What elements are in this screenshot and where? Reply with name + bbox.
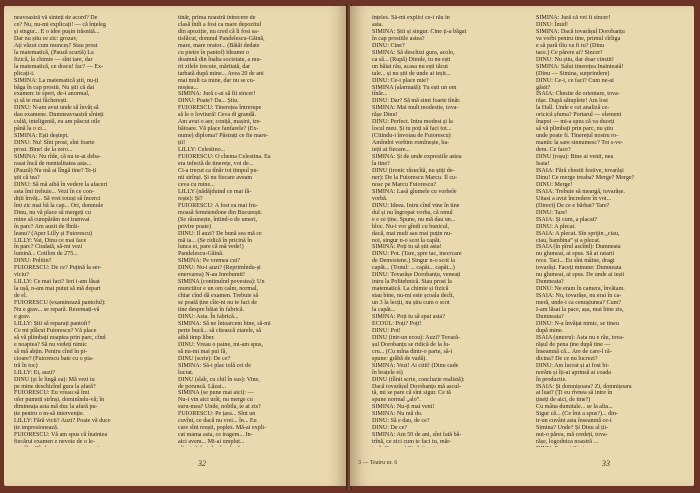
text-line: LILLY: Vai, Dinu ce mai face: [14, 237, 87, 244]
text-line: DINU: A plecat.: [536, 223, 576, 230]
text-line: Cu mâna dumitale... se la alta...: [536, 404, 613, 411]
text-line: DINU: Pot. (Tare, șpre tac, inecrcare: [372, 251, 462, 258]
left-page: [4, 6, 348, 486]
text-line: bătoare. Vă place fanfarele? (Ex-: [178, 126, 259, 133]
text-line: lucrat.: [178, 369, 194, 376]
text-line: Ci-a trecut ca tînăr tot timpul pu-: [178, 167, 259, 174]
text-line: și singur... E o idee pușin trăsnită...: [14, 28, 100, 35]
text-line: DINU: Politin?: [14, 258, 52, 265]
text-line: un băiat rău, acasa nu ești tăcut: [372, 63, 448, 70]
right-page-column-2: [536, 15, 684, 447]
text-line: ca să... (Rupă) Dinule, tu nu ești: [372, 56, 451, 63]
text-line: nii strînși. Și nu fiecare aveam: [178, 174, 253, 181]
text-line: să mă abțin. Pentru cînd în pi-: [14, 348, 88, 355]
text-line: DINU: De ce?: [372, 425, 408, 432]
text-line: spune normal „alo”.: [372, 397, 421, 404]
text-line: aibă timp liber.: [178, 334, 215, 341]
text-line: dul și nu îngropat vorba, că omul: [372, 209, 453, 216]
text-line: leanu? (Aper Lilly și Fuiorescu): [14, 230, 93, 237]
text-line: Uitasi a avut încredere în voi...: [536, 195, 612, 202]
text-line: SIMINA: Am 50 de ani, sînt fată bă-: [372, 432, 462, 439]
text-line: în cap prostiile astea?: [372, 35, 425, 42]
text-line: SIMINA: La matematică știi, nu-ți: [14, 77, 99, 84]
text-line: Am avut o aer, coniță, mașini, tre-: [178, 119, 262, 126]
text-line: SIMINA: Poți tu să spui asta?: [372, 313, 445, 320]
text-line: DINU (slab, cu chil în sus): Vine,: [178, 376, 260, 383]
text-line: ECOUL: Poți? Poți!: [372, 320, 422, 327]
text-line: SIMINA: Și de unde expresiile astea: [372, 154, 462, 161]
text-line: noi, singur n-o scot la capăt.: [372, 237, 441, 244]
text-line: SIMINA: Lasă glumele cu vorbele: [372, 188, 457, 195]
text-line: DINU (scrie): De ce?: [178, 355, 231, 362]
text-line: pe mine deschizînd gura la afară?: [14, 383, 96, 390]
text-line: cultă, inteligentă, eu am păscut oile: [14, 119, 101, 126]
text-line: noștea...: [178, 84, 199, 91]
text-line: chiar cînd dă examen. Trebuie să: [178, 293, 259, 300]
text-line: cru... (Cu mîna dintr-o parte, să-i: [372, 348, 453, 355]
text-line: e să pară tîiu va fi tu? (Dinu: [536, 42, 605, 49]
text-line: SIMINA: Salut tinerețea Inainteată!: [536, 63, 624, 70]
text-line: DINU: Am lucrat și ai fost bi-: [536, 362, 610, 369]
right-page-number: 33: [602, 459, 610, 468]
text-line: suru-mea? Unde, nobila, te ai zis?: [178, 404, 261, 411]
text-line: SIMINA: Pe vremea cui?: [178, 258, 241, 265]
text-line: Dinu, nu vă place să mergeți cu: [14, 209, 91, 216]
text-line: Nu-i vin aici urât, nu merge cu: [178, 397, 253, 404]
text-line: rășe, logodnica noastră ...: [536, 439, 599, 446]
text-line: din apoziție, nu cred că îi fost sa-: [178, 28, 259, 35]
text-line: DINU: Ideea. Intru cînd vine în tine: [372, 202, 460, 209]
text-line: se poată ține cîte-ni nu te faci de: [178, 300, 258, 307]
text-line: nut-o părea, mă credeți, tova-: [536, 432, 608, 439]
text-line: plicați-i.: [14, 70, 35, 77]
text-line: DINU (ironic răsucîtă, nu știți de-: [372, 167, 455, 174]
text-line: intru la Politehnică. Stau prost la: [372, 279, 452, 286]
text-line: SIMINA: Nu-ți mai veni!: [372, 404, 435, 411]
text-line: e noaptea? Să nu vedeți nimic: [14, 341, 87, 348]
text-line: Dacă tovarășul Dorobanțu mă ascul-: [372, 383, 462, 390]
text-line: Ați văzut cum munceș? Stau prost: [14, 42, 98, 49]
text-line: ISAIA (în pîrul ascînd): Dumneata: [536, 244, 621, 251]
text-line: [178, 446, 326, 447]
text-line: neavoastră vă sînteți de acord? De: [14, 15, 98, 21]
text-line: ce? Nu, nu-mi explicați! — că înțeleg: [14, 21, 106, 28]
text-line: lumină... Cotilon de 275...: [14, 251, 78, 258]
text-line: DINU (tîlnit scrie, concluzie realistă):: [372, 376, 465, 383]
text-line: cuvînt, ce dacă nu vrei... în... Eu: [178, 418, 257, 425]
text-line: rit zilele trecute, măritată, dar: [178, 63, 251, 70]
text-line: DINU: Tare!: [536, 209, 568, 216]
text-line: tisfăcut, domnul Pandelescu-Găină,: [178, 35, 265, 42]
text-line: ISAIA: Nu, tovarășe, nu erai în ca-: [536, 293, 622, 300]
text-line: asta.: [372, 21, 383, 28]
text-line: să vă plimbați noaptea prin parc, cînd: [14, 334, 106, 341]
text-line: tine despre băiat în fabrică.: [178, 307, 245, 314]
text-line: rece. Taci... Eu sînt mâine, dragi: [536, 258, 615, 265]
text-line: cu pietre în pantof) Ideamn o: [178, 49, 249, 56]
text-line: rășe Dinu!: [372, 112, 398, 119]
text-line: DINU (și le lingă ea): Mă vezi tu: [14, 376, 95, 383]
text-line: LILLY: Fără vicii? Auzi? Poate vă duce: [14, 418, 111, 425]
text-line: SIMINA: Dacă tovarășul Dorobanțu: [536, 28, 625, 35]
text-line: SIMINA: Nu rîde, că nu te-ai deba-: [14, 154, 101, 161]
text-line: mine să cumpărăm noi tramvai: [14, 216, 90, 223]
text-line: Simina? Unde? Și Dinu al ții-: [536, 425, 609, 432]
text-line: SIMINA: Nu mă do.: [372, 411, 423, 418]
text-line: DINU (intr-un ecou): Auzi? Tovară-: [372, 334, 461, 341]
text-line: SIMINA: Să-i plac tolă cei de: [178, 362, 251, 369]
text-line: SIMINA: Să deschizi gura, acolo,: [372, 49, 455, 56]
text-line: SIMINA (continuînd povestea): Un: [178, 279, 265, 286]
text-line: tînăr...: [372, 91, 388, 98]
text-line: munctitor e un om calm, normal,: [178, 286, 259, 293]
text-line: ceva cu mine...: [178, 181, 215, 188]
text-line: ISAIA: Și domnișoara? Zi, domnișoara: [536, 383, 632, 390]
text-line: tr-un cuvânt asta înseamnă ce-i: [536, 418, 612, 425]
text-line: tarbată după mine... Avea 20 de ani: [178, 70, 264, 77]
text-line: Isaia!: [536, 161, 550, 168]
text-line: FUIORESCU: A fost ea mai fru-: [178, 202, 258, 209]
text-line: SIMINA: Ești deștept.: [14, 133, 69, 140]
text-line: băga în cap prostii. Nu știi că dai: [14, 84, 95, 91]
text-line: DINU: Il auzi? De bună sea mă ce: [178, 230, 262, 237]
text-line: un 3 la lecții, nu știu cum o scot: [372, 300, 450, 307]
text-line: SIMINA: Mai mult modestie, tova-: [372, 105, 459, 112]
left-page-number: 32: [198, 459, 206, 468]
text-line: viciu?: [14, 272, 29, 279]
text-line: tovarăși. Faceți minune: Dumneata: [536, 265, 622, 272]
text-line: ai luat? (Ți eu rîvnea să intre în: [536, 390, 613, 397]
text-line: SIMINA: Vezi! Ai citit! (Dinu cade: [372, 362, 459, 369]
text-line: ție pentru o m-să intervenție.: [14, 411, 85, 418]
text-line: dimineața asta mă duc la afară pu-: [14, 404, 98, 411]
text-line: ieții ai fiecare...: [372, 147, 411, 154]
text-line: DINU: Ne eram în camera, învătam.: [536, 286, 625, 293]
right-page-footer-note: 3 — Teatru nr. 6: [358, 460, 398, 466]
text-line: asta îmi trebuie... Vezi în ce con-: [14, 188, 94, 195]
text-line: mare, mare orator... (Bătăi dedate: [178, 42, 260, 49]
text-line: la tine?: [372, 161, 390, 168]
text-line: Sigur că... (Ce îmi a spus?)... din-: [536, 411, 618, 418]
text-line: lunca ei, pare că mă vede!): [178, 244, 244, 251]
text-line: [536, 446, 684, 447]
text-line: FUIORESCU: De ce? Puțină la ser-: [14, 265, 102, 272]
text-line: fiecărui examen e nevoie de o le-: [14, 439, 95, 446]
text-line: nu glumeai, ai spus. De unde ai ieșit: [536, 272, 625, 279]
text-line: tale... și nu știi de unde ai ieșit...: [372, 70, 451, 77]
text-line: în parc? Ciudată, să-mi vezi: [14, 244, 83, 251]
text-line: I-am lăsat la pace, așa, mai bine zis,: [536, 307, 624, 314]
text-line: bloc. Nu-i vor gîndi cu bunicul,: [372, 223, 450, 230]
text-line: DINU: Perfect. Intra modest și la: [372, 119, 453, 126]
text-line: înțeles. Să-mi explici ce-i rău în: [372, 15, 450, 21]
text-line: mai mult ca mine, dar nu se cu-: [178, 77, 255, 84]
text-line: mantic la sare sinnumesc? Tot s-ve-: [536, 140, 623, 147]
text-line: în productie.: [536, 376, 567, 383]
text-line: DINU: Îmid!: [536, 21, 568, 28]
text-line: de poruncă. Lăzat...: [178, 383, 227, 390]
text-line: capăt... (Tonul: ... capăt... capăt...): [372, 265, 455, 272]
text-line: SIMINA (se pune mai aici): —: [178, 390, 254, 397]
text-line: dau examene. Dumneavoastră sînteți: [14, 112, 104, 119]
text-line: stau bine, nu-mi este școala decît,: [372, 293, 455, 300]
text-line: DINU: Cine?: [372, 42, 405, 49]
text-line: DINU: Vreau o paine, mi-am spus,: [178, 341, 263, 348]
text-line: norăm și îți-ai aprinsă ai coada: [536, 369, 611, 376]
text-line: DINU: Nu-i auzi? (Reprimîndu-și: [178, 265, 261, 272]
text-line: [14, 446, 162, 447]
text-line: nosc pe Marcu Fuiorescu?: [372, 181, 437, 188]
text-line: la ușă, n-am mai putut să mă depart: [14, 286, 101, 293]
text-line: DINU: Nu! Sînt prost, sînt foarte: [14, 140, 95, 147]
text-line: DINU: N-am avut unde să învăț să: [14, 105, 99, 112]
text-line: dicina? De ce nu lucrezi?: [536, 355, 598, 362]
text-line: trînă, ce zici cum te faci tu, măr-: [372, 439, 452, 446]
text-line: examen: te speri, de-i anormal,: [14, 91, 90, 98]
text-line: îmi zic mai bă la cap... Ori, domnule: [14, 202, 104, 209]
text-line: DINU: Să mă aibă în vedere la afaceri: [14, 181, 108, 188]
text-line: și să te mai făcherești.: [14, 98, 68, 105]
text-line: DINU: N-a învățat nimic, se tineu: [536, 320, 619, 327]
text-line: mă ia... (Se ridică în pricină în: [178, 237, 252, 244]
left-page-column-1: [14, 15, 162, 447]
text-line: enervarea) N-au Inrebumit!: [178, 272, 245, 279]
text-line: e grav.: [14, 313, 31, 320]
text-line: [372, 446, 520, 447]
text-line: cat mama asta, ce tragem... In-: [178, 432, 253, 439]
text-line: în parc? Am auzit de Ibrăi-: [14, 223, 80, 230]
text-line: ție impresionează.: [14, 425, 59, 432]
text-line: dacă, mai mult sau mai puțin nu-: [372, 230, 453, 237]
text-line: e e ce ține. Spune, nu mă dau un...: [372, 216, 456, 223]
text-line: șul Dorobanțu se ridică de la lu-: [372, 341, 451, 348]
text-line: nu glumeai, ai spus. Să ai ratarii: [536, 251, 615, 258]
text-line: DINU: Merge!: [536, 181, 573, 188]
text-line: FUIORESCU: Vă am spus că înaintea: [14, 432, 108, 439]
text-line: tră în toc): [14, 362, 38, 369]
text-line: Ce mi plăcut Fuiorescu? Vă place: [14, 327, 97, 334]
text-line: DINU: Să e dau, de ce?: [372, 418, 430, 425]
text-line: va vorbi pentru tine, primul cîrliga: [536, 35, 621, 42]
text-line: să le o lovitură! Ceva di grandă.: [178, 112, 257, 119]
text-line: să nu-mi mai pui fă,: [178, 348, 227, 355]
text-line: SIMINA: Știi și singur. Cine ți-a băgat: [372, 28, 467, 35]
text-line: DINU: Poate? Da... Știu.: [178, 98, 239, 105]
text-line: ner): De la Fuiorescu Marcu. Il cu-: [372, 174, 458, 181]
text-line: SIMINA: Să ne întoarcem bine, să-mi: [178, 320, 271, 327]
text-line: perie bucă... să citească ziarele, să: [178, 327, 262, 334]
text-line: ISAIA: Și cum, a placat?: [536, 216, 598, 223]
right-page-column-1: [372, 15, 520, 447]
text-line: SIMINA: Jură c-ai să fii sincer!: [178, 91, 256, 98]
text-line: ISAIA: Trebuie să meargă, tovarășe.: [536, 188, 625, 195]
text-line: ISAIA (umoru): Asta nu e rău, tova-: [536, 334, 625, 341]
text-line: Dinu! Ce merge treaba? Merge? Merge?: [536, 174, 635, 181]
text-line: DINU: Ce-i place mie?: [372, 77, 429, 84]
text-line: la Hall. Unde e cei analiză ce-: [536, 105, 610, 112]
text-line: privire poate): [178, 223, 211, 230]
text-line: DINU: Ce-i, ce faci? Cum ne-ai: [536, 77, 614, 84]
text-line: spune: grăbă de vadă).: [372, 355, 427, 362]
text-line: rășul de pena ține după tine —: [536, 341, 611, 348]
text-line: prost. Bine! de la zero...: [14, 147, 73, 154]
text-line: tace.) Ce părere ai? Sincer!: [536, 49, 603, 56]
text-line: SIMINA (alarmată): Tu ești un om: [372, 84, 457, 91]
text-line: DINU: Tovarășe Dorobanțu, veneați: [372, 272, 461, 279]
text-line: DINU: Pot!: [372, 327, 401, 334]
text-line: ISAIA: Chestie de orientare, tova-: [536, 91, 620, 98]
text-line: în brațele ei): [372, 369, 403, 376]
text-line: LILLY: Ei, auzi?: [14, 369, 55, 376]
text-line: nume) diploma? Păstrați ce fie mare-: [178, 133, 269, 140]
text-line: de el.: [14, 293, 28, 300]
text-line: la capăt...: [372, 307, 396, 314]
text-line: care sînt reușit, poplez. Mă-ai expli-: [178, 425, 267, 432]
text-line: LILLY: Ce mai faci? Ieri i-am lăsat: [14, 279, 100, 286]
text-line: (Se răsunește, întind-o de umeri,: [178, 216, 258, 223]
text-line: doamnă din înalta societate, a mu-: [178, 56, 262, 63]
text-line: ISAIA: A plecat. Sîn sprijin „ciau,: [536, 230, 620, 237]
text-line: rășe. După sătuplete! Am lost: [536, 98, 608, 105]
text-line: la matematică, ce dracu! fac? — Ex-: [14, 63, 104, 70]
left-page-column-2: [178, 15, 326, 447]
text-line: (Direct) De ce e bărbat? Tare?: [536, 202, 610, 209]
text-line: fizică, la chimie — sînt tare, dar: [14, 56, 93, 63]
text-line: SIMINA: Poți tu să știi asta!: [372, 244, 442, 251]
text-line: meră, unde-i ca cenușiunea? Cum?: [536, 300, 622, 307]
text-line: înseamnă că... Are de care-l ră-: [536, 348, 612, 355]
text-line: tă, mi se pare că sînt sigur. Ce tă: [372, 390, 451, 397]
text-line: moasă femeiendone din București.: [178, 209, 263, 216]
text-line: locul meu. Și tu poți să faci tot...: [372, 126, 452, 133]
right-page: [350, 6, 694, 486]
text-line: DINU: Dar? Să mă simt foarte tînăr.: [372, 98, 461, 105]
text-line: FUIORESCU: Eu vreau să îmi: [14, 390, 90, 397]
text-line: tînăr, prima noastră întrecere de: [178, 15, 256, 21]
text-line: LILLY: Celestino...: [178, 147, 226, 154]
text-line: DINU (roșu): Bine ai venit, nea: [536, 154, 614, 161]
text-line: găsit?: [536, 84, 551, 91]
text-line: de Demostene.) Singur n-o scot la: [372, 258, 455, 265]
text-line: să vă plimbați prin parc, nu știu: [536, 126, 614, 133]
text-line: Dumneata?: [536, 313, 564, 320]
text-line: rasat încă de mentalitatea asta...: [14, 161, 92, 168]
text-line: era infectă de tinerețe, voi de...: [178, 161, 254, 168]
text-line: cioare? (Fuiorescu bate cu o pia-: [14, 355, 94, 362]
text-line: Dar nu știu ce zic: grozav,: [14, 35, 78, 42]
text-line: până la o zi...: [14, 126, 47, 133]
text-line: Pandelescu-Găină.: [178, 251, 224, 258]
text-line: ții!: [178, 140, 186, 147]
text-line: FUIORESCU: Tinerețea întrerupe: [178, 105, 262, 112]
text-line: (Citindu-i învoiau de Fuiorescu): [372, 133, 451, 140]
text-line: unde poate fi. Tinerețul nostru ro-: [536, 133, 619, 140]
text-line: SIMINA: Jură că vei fi sincer!: [536, 15, 611, 21]
text-line: diții învăț... Să vrei totuși să încerci: [14, 195, 101, 202]
text-line: Amîndoi vorbim romînește, ba-: [372, 140, 450, 147]
text-line: LILLY (nădăjduind ce mai fă-: [178, 188, 252, 195]
text-line: știi că tea?: [14, 174, 40, 181]
text-line: ofer pumnii strînși, dominîndu-vă; în: [14, 397, 105, 404]
text-line: (Pauză) Nu mă ai lîngă tine? Te-ți: [14, 167, 97, 174]
text-line: Dumneata?: [536, 279, 564, 286]
text-line: ciau, bambina” și a plecat.: [536, 237, 601, 244]
text-line: la matematică, (Pauză scurtă) La: [14, 49, 94, 56]
text-line: ISAIA: Fără chestii festive, tovarăși: [536, 167, 624, 174]
text-line: oricică șfuma? Portarul — element: [536, 112, 622, 119]
text-line: dem. Ce face?: [536, 147, 571, 154]
text-line: FUIORESCU (examinează pantoful):: [14, 300, 106, 307]
text-line: matematică. La chimie și fizică: [372, 286, 449, 293]
text-line: clasă întîi a fost ca mare depozitul: [178, 21, 262, 28]
text-line: aici avem... Mi-ai umplut...: [178, 439, 245, 446]
text-line: vorbă.: [372, 195, 388, 202]
text-line: țineți de aici, de tine?): [536, 397, 591, 404]
text-line: rește): Și?: [178, 195, 203, 202]
text-line: (Dinu — Simina, surprindere): [536, 70, 610, 77]
text-line: FUIORESCU: Pe țara... Sînt un: [178, 411, 256, 418]
text-line: după mine.: [536, 327, 564, 334]
text-line: DINU: Asta. În fabrică...: [178, 313, 239, 320]
text-line: DINU: Nu știu, dar doar cinstit!: [536, 56, 614, 63]
text-line: înapoi — mi-a spus că va duceți: [536, 119, 615, 126]
text-line: Nu e grav... se repară. Rezemați-vă: [14, 307, 100, 314]
text-line: LILLY: Știi să reparați pantofi?: [14, 320, 91, 327]
text-line: FUIORESCU: O chema Celestina. Ea: [178, 154, 271, 161]
